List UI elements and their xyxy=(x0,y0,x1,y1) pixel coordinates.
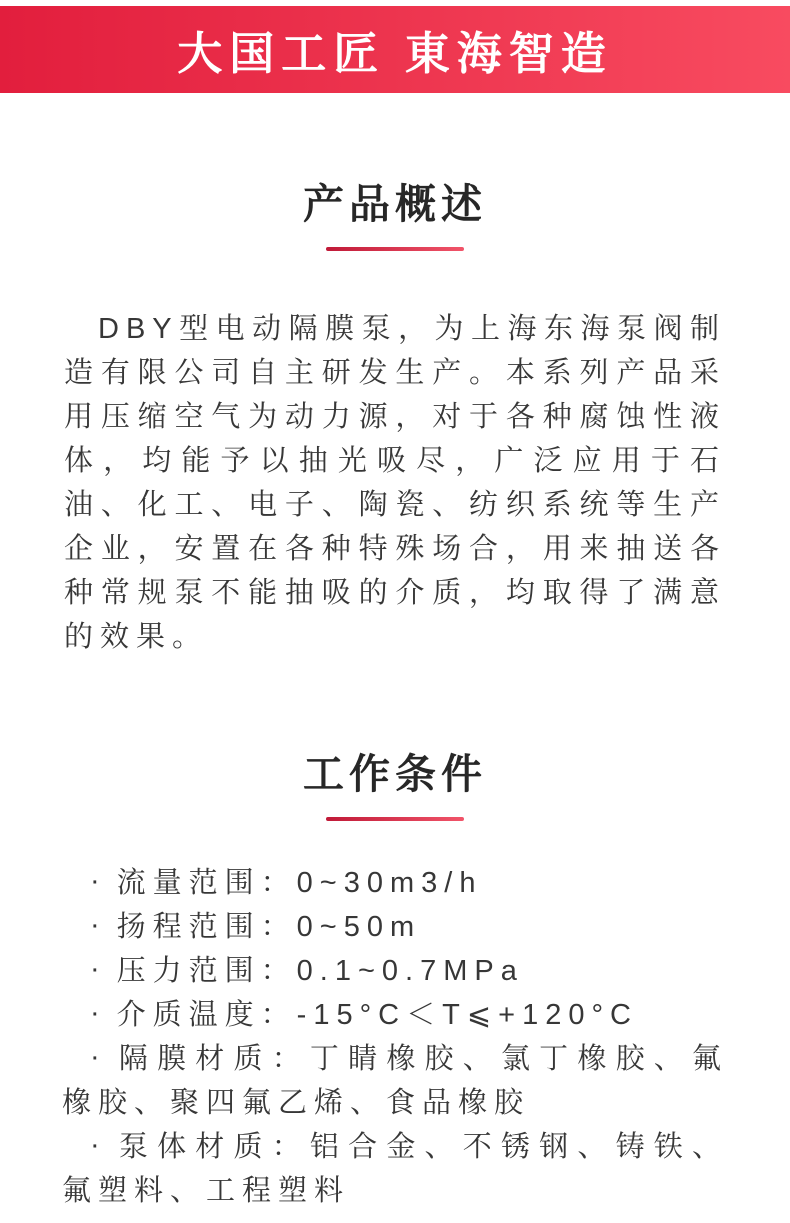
condition-text: 压力范围：0.1~0.7MPa xyxy=(116,955,524,987)
bullet-dot: · xyxy=(90,909,107,941)
bullet-dot: · xyxy=(90,1129,107,1161)
section-conditions xyxy=(0,741,790,1213)
condition-item-pump-body-material xyxy=(62,1125,728,1213)
condition-text: 扬程范围：0~50m xyxy=(116,911,422,943)
banner-title: 大国工匠 東海智造 xyxy=(177,28,613,79)
section-overview xyxy=(0,171,790,659)
bullet-dot: · xyxy=(90,1041,107,1073)
condition-text: 介质温度：-15°C＜T⩽+120°C xyxy=(116,999,639,1031)
overview-paragraph: DBY型电动隔膜泵，为上海东海泵阀制造有限公司自主研发生产。本系列产品采用压缩空气为动力源，对于各种腐蚀性液体，均能予以抽光吸尽，广泛应用于石油、化工、电子、陶瓷、纺织系统等生产企业，安置在各种特殊场合，用来抽送各种常规泵不能抽吸的介质，均取得了满意的效果。 xyxy=(64,313,726,653)
overview-heading-underline xyxy=(326,247,464,251)
condition-item-temperature xyxy=(62,993,728,1037)
condition-text: 流量范围：0~30m3/h xyxy=(116,867,483,899)
bullet-dot: · xyxy=(90,997,107,1029)
condition-item-pressure xyxy=(62,949,728,993)
condition-text: 泵体材质：铝合金、不锈钢、铸铁、氟塑料、工程塑料 xyxy=(62,1131,728,1207)
conditions-list xyxy=(62,861,728,1213)
condition-item-flow xyxy=(62,861,728,905)
bullet-dot: · xyxy=(90,865,107,897)
condition-item-head xyxy=(62,905,728,949)
condition-text: 隔膜材质：丁睛橡胶、氯丁橡胶、氟橡胶、聚四氟乙烯、食品橡胶 xyxy=(62,1043,728,1119)
product-page xyxy=(0,6,790,1213)
condition-item-diaphragm-material xyxy=(62,1037,728,1125)
conditions-heading: 工作条件 xyxy=(303,751,487,797)
overview-heading: 产品概述 xyxy=(303,181,487,227)
top-banner xyxy=(0,6,790,93)
conditions-heading-underline xyxy=(326,817,464,821)
bullet-dot: · xyxy=(90,953,107,985)
